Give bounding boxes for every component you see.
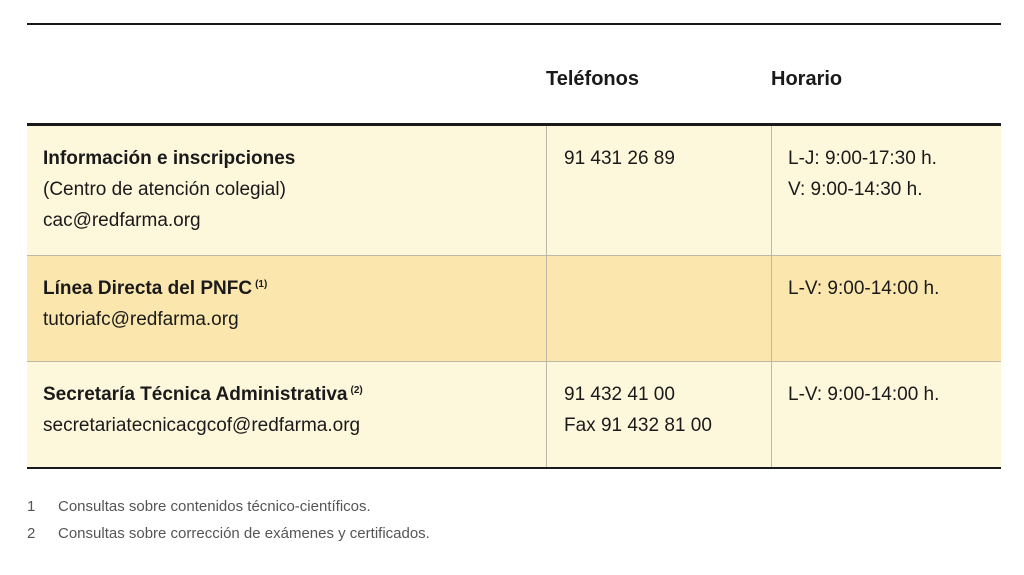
footnote-text: Consultas sobre contenidos técnico-científicos. [58, 498, 371, 515]
row-subtitle: (Centro de atención colegial) [43, 179, 286, 200]
column-header-hours: Horario [771, 68, 843, 90]
row-title-text: Secretaría Técnica Administrativa [43, 384, 348, 405]
row-title [43, 273, 546, 304]
email-link[interactable]: secretariatecnicacgcof@redfarma.org [43, 415, 361, 436]
column-header-phones: Teléfonos [546, 68, 639, 90]
hours-line: L-V: 9:00-14:00 h. [788, 384, 940, 405]
row-title: Información e inscripciones [43, 148, 296, 169]
footnote [27, 493, 430, 520]
fax-number: Fax 91 432 81 00 [564, 415, 712, 436]
phone-cell [546, 126, 771, 255]
hours-cell [771, 256, 1001, 361]
contact-cell [27, 126, 546, 255]
email-link[interactable]: cac@redfarma.org [43, 210, 201, 231]
footnote-marker: (1) [255, 279, 268, 290]
hours-line: L-V: 9:00-14:00 h. [788, 278, 940, 299]
footnote-marker: (2) [350, 385, 363, 396]
contact-cell [27, 362, 546, 467]
contact-table [27, 123, 1001, 469]
hours-line: V: 9:00-14:30 h. [788, 179, 923, 200]
footnote-number: 2 [27, 525, 36, 542]
footnote-text: Consultas sobre corrección de exámenes y certificados. [58, 525, 430, 542]
phone-cell [546, 362, 771, 467]
top-rule [27, 23, 1001, 25]
hours-cell [771, 362, 1001, 467]
phone-cell [546, 256, 771, 361]
phone-number: 91 432 41 00 [564, 384, 675, 405]
table-row [27, 361, 1001, 467]
row-title [43, 379, 546, 410]
footnotes [27, 493, 430, 547]
phone-number: 91 431 26 89 [564, 148, 675, 169]
footnote-number: 1 [27, 498, 36, 515]
table-row-highlighted [27, 255, 1001, 361]
hours-cell [771, 126, 1001, 255]
row-title-text: Línea Directa del PNFC [43, 278, 253, 299]
contact-cell [27, 256, 546, 361]
footnote [27, 520, 430, 547]
email-link[interactable]: tutoriafc@redfarma.org [43, 309, 239, 330]
table-row [27, 126, 1001, 255]
hours-line: L-J: 9:00-17:30 h. [788, 148, 937, 169]
